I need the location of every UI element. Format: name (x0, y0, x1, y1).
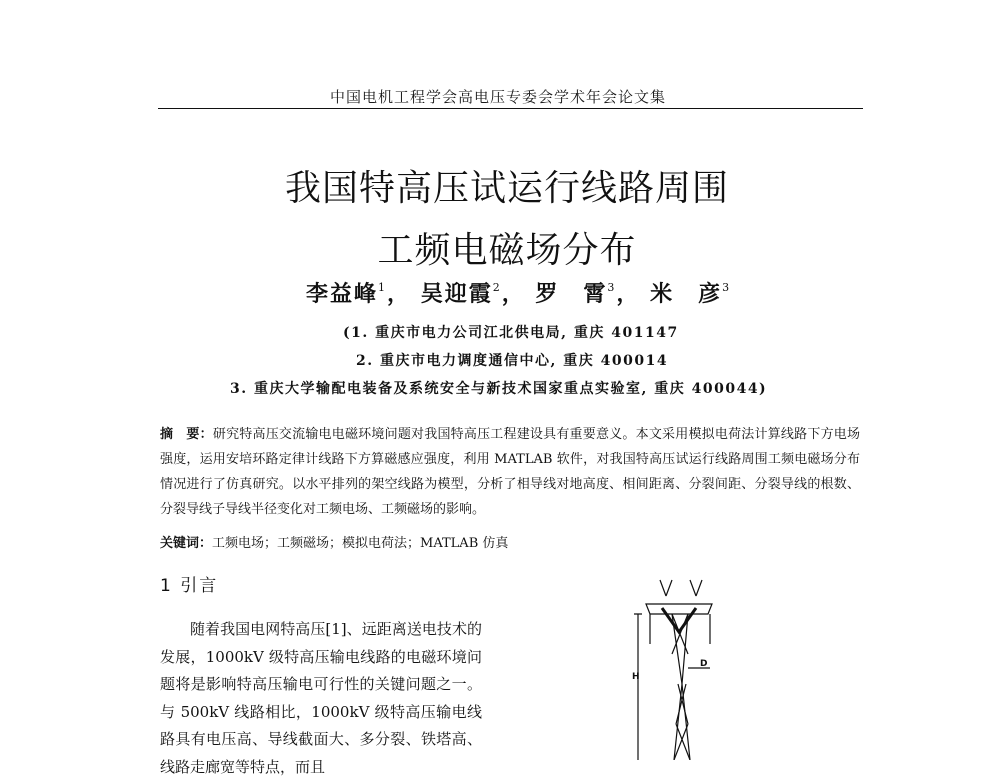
keywords (160, 532, 508, 551)
tower-peak-right (690, 580, 702, 596)
height-dimension (634, 614, 642, 760)
intro-paragraph: 随着我国电网特高压[1]、远距离送电技术的发展，1000kV 级特高压输电线路的电磁环境问题将是影响特高压输电可行性的关键问题之一。与 500kV 线路相比，1000kV 级特高压输电线路具有电压高、导线截面大、多分裂、铁塔高、线路走廊宽等特点，而且 (160, 620, 482, 776)
figure-label-d: D (700, 659, 708, 669)
header-rule (158, 108, 863, 109)
abstract-label: 摘 要： (160, 427, 213, 442)
author-name: 米 彦 (650, 281, 723, 307)
affiliation-2: 2. 重庆市电力调度通信中心, 重庆 400014 (356, 353, 669, 369)
keywords-label: 关键词： (160, 536, 213, 551)
section-heading: 1 引言 (160, 576, 219, 596)
author-name: 罗 霄 (535, 281, 608, 307)
transmission-tower-figure (622, 574, 734, 760)
affiliation-3: 3. 重庆大学输配电装备及系统安全与新技术国家重点实验室, 重庆 400044) (230, 381, 768, 397)
author-affil-mark: 3 (607, 280, 617, 294)
paper-title-line-2: 工频电磁场分布 (377, 230, 637, 271)
tower-leg-right (682, 614, 690, 760)
author-affil-mark: 1 (378, 280, 388, 294)
tower-window (662, 608, 696, 632)
author-name: 吴迎霞 (420, 281, 493, 307)
paper-title-line-1: 我国特高压试运行线路周围 (284, 168, 729, 209)
author-name: 李益峰 (306, 281, 379, 307)
tower-peak-left (660, 580, 672, 596)
running-header: 中国电机工程学会高电压专委会学术年会论文集 (330, 88, 667, 106)
affiliation-1: (1. 重庆市电力公司江北供电局, 重庆 401147 (343, 325, 679, 341)
abstract (160, 422, 860, 522)
author-affil-mark: 3 (722, 280, 732, 294)
keywords-text: 工频电场；工频磁场；模拟电荷法；MATLAB 仿真 (212, 536, 509, 551)
figure-label-h: H (632, 672, 640, 682)
author-affil-mark: 2 (492, 280, 502, 294)
abstract-text: 研究特高压交流输电电磁环境问题对我国特高压工程建设具有重要意义。本文采用模拟电荷法计算线路下方电场强度，运用安培环路定律计线路下方算磁感应强度，利用 MATLAB 软件，对我国特高压试运行线路周围工频电磁场分布情况进行了仿真研究。以水平排列的架空线路为模型，分析了相导线对地高度、相间距离、分裂间距、分裂导线的根数、分裂导线子导线半径变化对工频电场、工频磁场的影响。 (160, 427, 860, 517)
tower-crossarm (646, 604, 712, 614)
author-list: 李益峰$^1$， 吴迎霞$^2$， 罗 霄$^3$， 米 彦$^3$ (306, 280, 732, 307)
